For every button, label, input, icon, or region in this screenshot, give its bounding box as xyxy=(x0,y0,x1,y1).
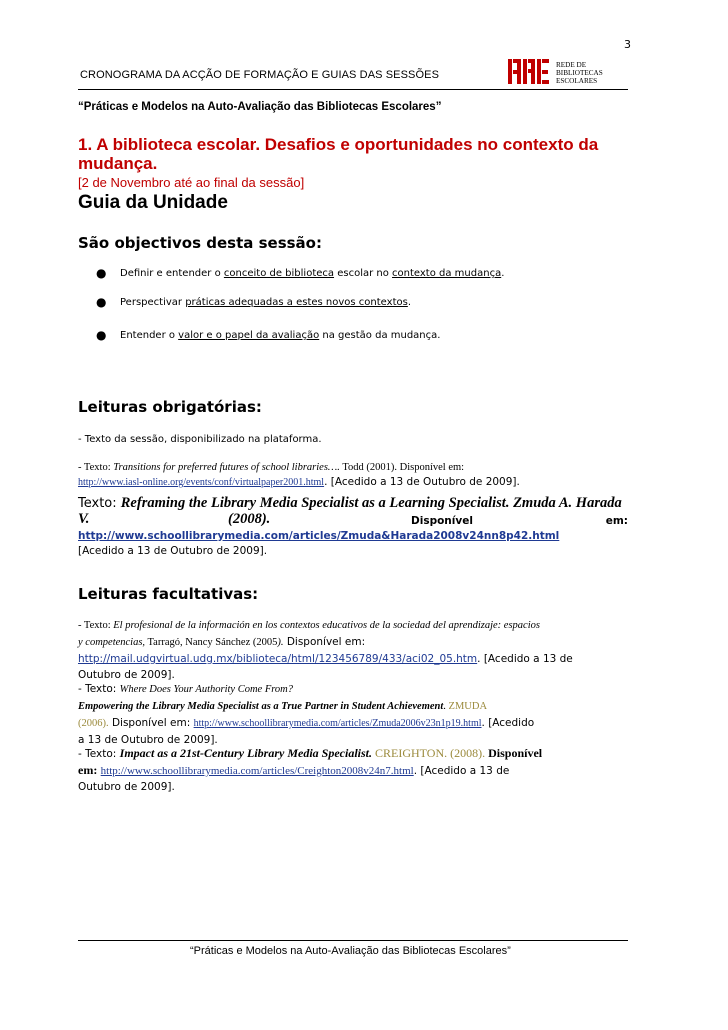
reading-link[interactable]: http://mail.udgvirtual.udg.mx/biblioteca/html/123456789/433/aci02_05.htm xyxy=(78,653,478,665)
session-heading-line-2: mudança. xyxy=(78,154,158,173)
bullet-icon: ● xyxy=(96,266,107,280)
bullet-icon: ● xyxy=(96,295,107,309)
header-title: CRONOGRAMA DA ACÇÃO DE FORMAÇÃO E GUIAS DAS SESSÕES xyxy=(80,69,440,81)
logo-line-3: ESCOLARES xyxy=(556,77,598,86)
mandatory-reading-2: - Texto: Transitions for preferred futures of school libraries…. Todd (2001). Disponível em: http://www.iasl-online.org/events/conf/virtualpaper2001.html. [Acedido a 13 de Outubro de 2009]. xyxy=(78,462,520,488)
footer-divider xyxy=(78,940,628,941)
optional-reading-2: - Texto: Where Does Your Authority Come From? Empowering the Library Media Specialist as a True Partner in Student Achievement. ZMUDA (2006). Disponível em: http://www.schoollibrarymedia.com/articles/Zmuda2006v23n1p19.html. [Acedido a 13 de Outubro de 2009]. xyxy=(78,683,535,746)
mandatory-reading-3: Texto: Reframing the Library Media Specialist as a Learning Specialist. Zmuda A. Harada V. (2008). Disponível em: http://www.schoollibrarymedia.com/articles/Zmuda&Harada2008v24nn8p42.html [Acedido a 13 de Outubro de 2009]. xyxy=(78,495,628,557)
mandatory-readings-title: Leituras obrigatórias: xyxy=(78,398,262,416)
optional-reading-3: - Texto: Impact as a 21st-Century Library Media Specialist. CREIGHTON. (2008). Disponível em: http://www.schoollibrarymedia.com/articles/Creighton2008v24n7.html. [Acedido a 13 de Outubro de 2009]. xyxy=(78,746,543,793)
logo-line-1: REDE DE xyxy=(556,61,587,69)
reading-link[interactable]: http://www.schoollibrarymedia.com/articles/Zmuda&Harada2008v24nn8p42.html xyxy=(78,530,560,542)
document-subtitle: “Práticas e Modelos na Auto-Avaliação das Bibliotecas Escolares” xyxy=(78,101,442,113)
session-heading xyxy=(78,135,638,173)
optional-readings-title: Leituras facultativas: xyxy=(78,585,259,603)
header-divider xyxy=(78,89,628,90)
session-heading-line-1: 1. A biblioteca escolar. Desafios e oportunidades no contexto da xyxy=(78,135,599,154)
guide-title: Guia da Unidade xyxy=(78,192,228,213)
objectives-title: São objectivos desta sessão: xyxy=(78,234,322,252)
reading-link[interactable]: http://www.iasl-online.org/events/conf/virtualpaper2001.html xyxy=(78,477,325,488)
logo-text xyxy=(556,61,603,86)
optional-reading-1: - Texto: El profesional de la información en los contextos educativos de la sociedad del aprendizaje: espacios y competencias, Tarragó, Nancy Sánchez (2005). Disponível em: http://mail.udgvirtual.udg.mx/biblioteca/html/123456789/433/aci02_05.htm. [Acedido a 13 de Outubro de 2009]. xyxy=(78,620,573,681)
reading-link[interactable]: http://www.schoollibrarymedia.com/articles/Creighton2008v24n7.html xyxy=(100,765,414,777)
mandatory-reading-1: - Texto da sessão, disponibilizado na plataforma. xyxy=(78,434,322,445)
footer-text: “Práticas e Modelos na Auto-Avaliação das Bibliotecas Escolares” xyxy=(190,945,511,957)
bullet-icon: ● xyxy=(96,328,107,342)
logo-line-2: BIBLIOTECAS xyxy=(556,69,603,78)
reading-link[interactable]: http://www.schoollibrarymedia.com/articles/Zmuda2006v23n1p19.html xyxy=(193,718,482,729)
session-dates: [2 de Novembro até ao final da sessão] xyxy=(78,175,305,190)
page-number: 3 xyxy=(624,38,631,51)
